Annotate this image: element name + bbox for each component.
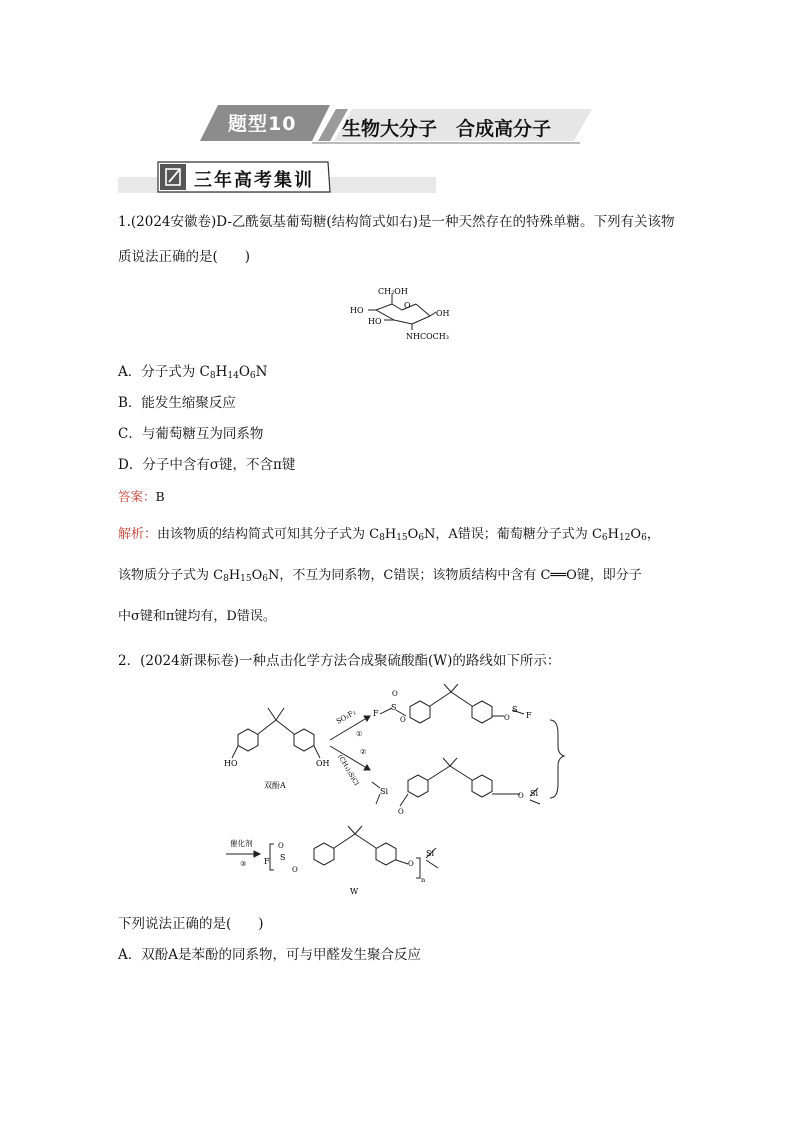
q2-prompt: 下列说法正确的是( ): [118, 916, 264, 932]
scheme-s2: S: [512, 705, 518, 714]
analysis-text: O: [251, 568, 263, 583]
q1-answer: [118, 487, 165, 507]
scheme-o7: O: [292, 866, 298, 874]
q1-answer-value: B: [155, 489, 165, 504]
scheme-r2-step: ②: [360, 748, 367, 756]
analysis-text: H: [384, 527, 397, 542]
q1-option-b: B．能发生缩聚反应: [118, 395, 236, 411]
analysis-text: H: [607, 527, 619, 542]
ring-o-label: O: [404, 301, 411, 310]
analysis-sub: 6: [262, 574, 269, 584]
scheme-r1-reagent: SO₂F₂: [335, 708, 358, 726]
q1-structure-figure: [340, 284, 470, 346]
scheme-si3: Si: [426, 849, 435, 858]
ho2-label: HO: [368, 317, 382, 326]
q1-option-c: C．与葡萄糖互为同系物: [118, 426, 264, 442]
scheme-f2: F: [526, 711, 532, 720]
analysis-text: H: [228, 568, 241, 583]
scheme-n: n: [421, 876, 426, 884]
section-title: 三年高考集训: [194, 170, 314, 191]
analysis-text: N，不互为同系物，C错误；该物质结构中含有 C══O键，即分子: [268, 568, 642, 583]
analysis-sub: 8: [223, 574, 229, 584]
analysis-text: 由该物质的结构简式可知其分子式为 C: [157, 527, 380, 542]
q1-option-a-text2: H: [215, 364, 228, 380]
scheme-bpa: 双酚A: [264, 781, 286, 790]
q2-stem: 2．(2024新课标卷)一种点击化学方法合成聚硫酸酯(W)的路线如下所示：: [118, 653, 561, 669]
scheme-r2-reagent: (CH₃)₃SiCl: [336, 753, 361, 787]
q1-stem-line2: 质说法正确的是( ): [118, 249, 251, 265]
q1-option-a-text1: A．分子式为 C: [118, 364, 210, 380]
q1-analysis-line2: [118, 566, 642, 586]
header-banner: [200, 103, 600, 147]
q1-option-a-text4: N: [255, 364, 268, 380]
header-title: 生物大分子 合成高分子: [342, 118, 552, 140]
scheme-o5: O: [518, 792, 524, 800]
scheme-s1: S: [391, 703, 397, 712]
analysis-sub: 6: [418, 533, 425, 543]
analysis-text: N，A错误；葡萄糖分子式为 C: [424, 527, 602, 542]
scheme-o4: O: [398, 808, 404, 816]
q1-analysis-line1: [118, 525, 660, 545]
scheme-r3-step: ③: [240, 860, 247, 868]
section-header: [118, 160, 438, 194]
scheme-si1: Si: [380, 787, 389, 796]
q1-option-a-sub2: 14: [227, 371, 239, 381]
scheme-w: W: [350, 887, 359, 896]
nhcoch3-label: NHCOCH₃: [406, 332, 449, 341]
scheme-ho: HO: [224, 759, 238, 768]
q2-option-a: A．双酚A是苯酚的同系物，可与甲醛发生聚合反应: [118, 947, 421, 963]
analysis-text: 该物质分子式为 C: [118, 568, 224, 583]
scheme-o2: O: [400, 716, 406, 724]
reaction-scheme-graphic: [220, 684, 570, 898]
scheme-f1: F: [373, 709, 379, 718]
scheme-s3: S: [280, 853, 286, 862]
scheme-si2: Si: [530, 789, 539, 798]
scheme-r3-reagent: 催化剂: [230, 839, 253, 848]
scheme-o1: O: [392, 690, 398, 698]
oh-label: OH: [436, 309, 450, 318]
scheme-o6: O: [278, 842, 284, 850]
analysis-text: ，: [646, 527, 660, 542]
q1-option-d: D．分子中含有σ键，不含π键: [118, 457, 296, 473]
scheme-f3: F: [264, 857, 270, 866]
analysis-sub: 15: [240, 574, 252, 584]
glucosamine-structure: [340, 284, 470, 346]
q1-option-a-sub3: 6: [249, 371, 256, 381]
analysis-sub: 12: [618, 533, 631, 543]
scheme-o3: O: [504, 714, 510, 722]
analysis-sub: 8: [379, 533, 385, 543]
q1-option-a-text3: O: [238, 364, 250, 380]
header-badge: 题型10: [228, 113, 297, 135]
ho1-label: HO: [350, 306, 364, 315]
q1-answer-label: 答案：: [118, 489, 156, 504]
q1-option-a: [118, 362, 267, 382]
scheme-o8: O: [408, 860, 414, 868]
q1-analysis-line3: 中σ键和π键均有，D错误。: [118, 609, 276, 624]
analysis-sub: 6: [601, 533, 608, 543]
analysis-text: O: [407, 527, 419, 542]
ch2oh-label: CH₂OH: [378, 287, 408, 296]
analysis-sub: 6: [641, 533, 647, 543]
analysis-sub: 15: [396, 533, 408, 543]
scheme-r1-step: ①: [356, 730, 363, 738]
q1-option-a-sub1: 8: [209, 371, 216, 381]
scheme-oh: OH: [316, 759, 330, 768]
q1-stem-line1: 1.(2024安徽卷)D-乙酰氨基葡萄糖(结构简式如右)是一种天然存在的特殊单糖。下列有关该物: [118, 214, 675, 230]
q2-reaction-scheme: [220, 684, 570, 898]
analysis-text: O: [630, 527, 642, 542]
q1-analysis-label: 解析：: [118, 527, 158, 542]
